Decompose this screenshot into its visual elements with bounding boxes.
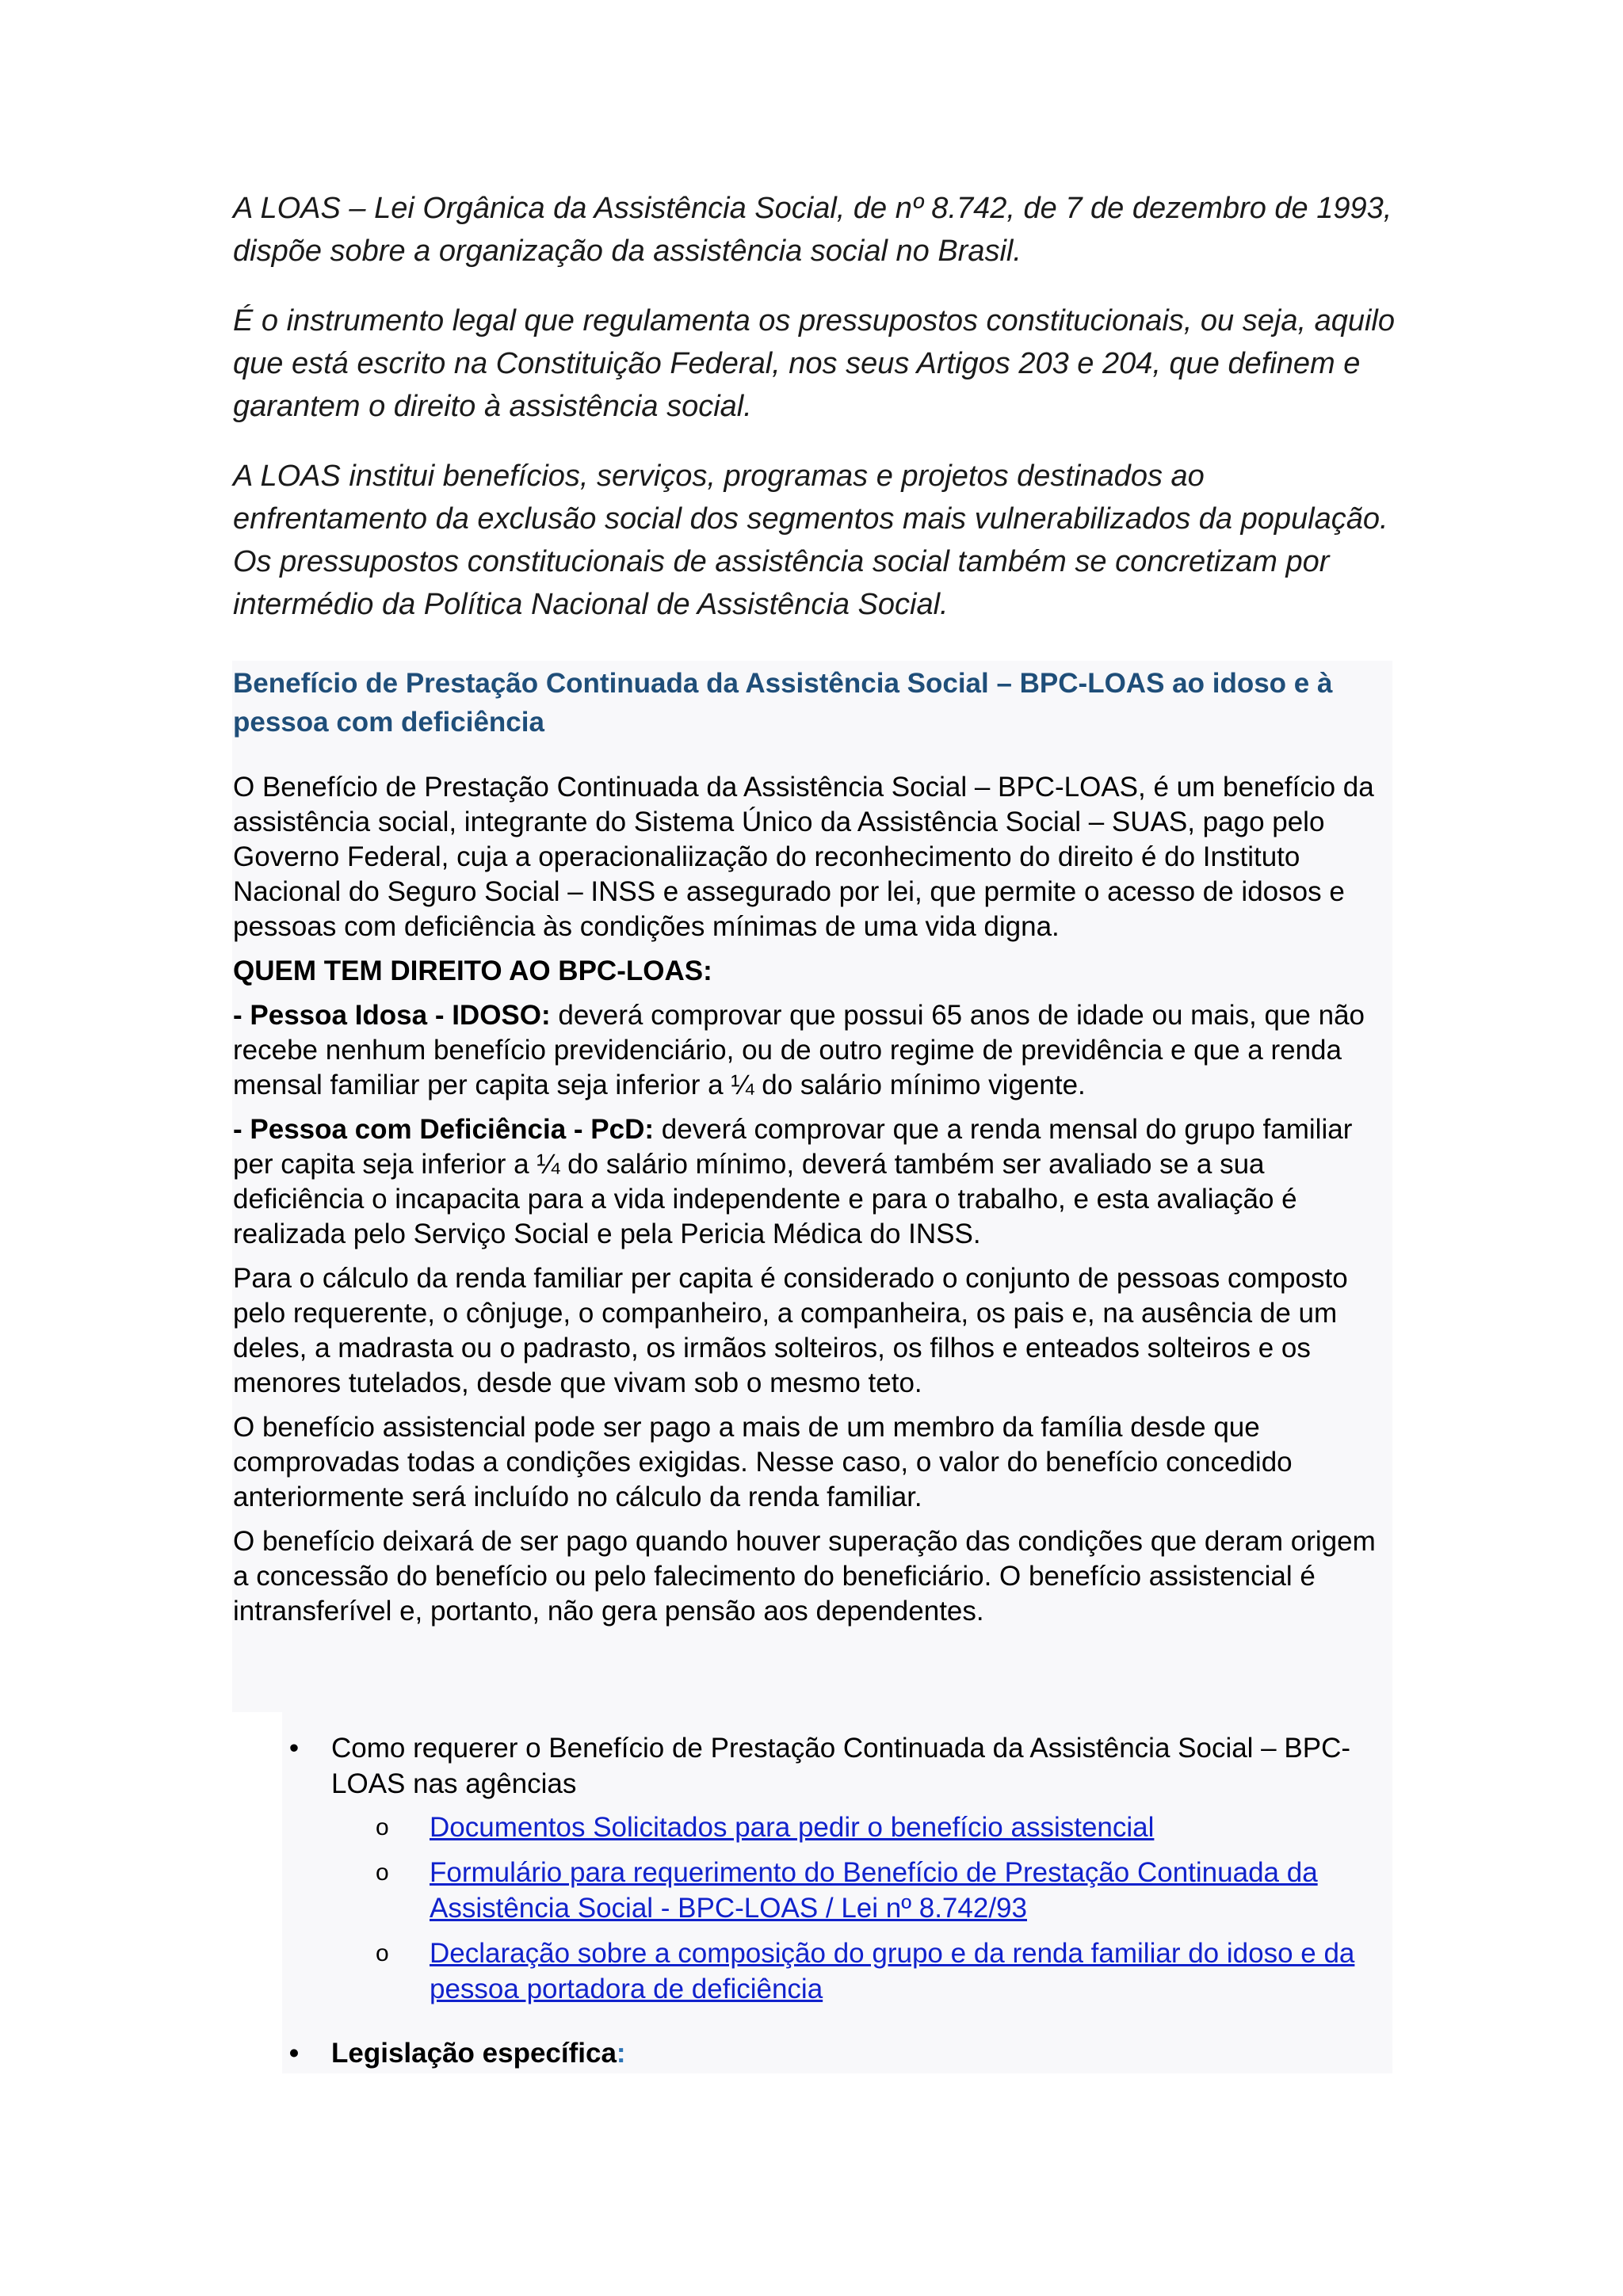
bullet-icon: • — [288, 1733, 300, 1764]
intro-block — [233, 187, 1398, 653]
link-list — [331, 1810, 1390, 2007]
form-link[interactable]: Formulário para requerimento do Benefício de Prestação Continuada da Assistência Social - BPC-LOAS / Lei nº 8.742/93 — [430, 1857, 1318, 1924]
link-item — [376, 1810, 1390, 1845]
who-heading: QUEM TEM DIREITO AO BPC-LOAS: — [233, 955, 712, 986]
termination-paragraph: O benefício deixará de ser pago quando houver superação das condições que deram origem a concessão do benefício ou pelo falecimento do beneficiário. O benefício assistencial é intransferível e, portanto, não gera pensão aos dependentes. — [233, 1526, 1376, 1627]
link-item — [376, 1855, 1390, 1926]
bullet-icon: • — [288, 2038, 300, 2069]
description-paragraph: O Benefício de Prestação Continuada da Assistência Social – BPC-LOAS, é um benefício da assistência social, integrante do Sistema Único da Assistência Social – SUAS, pago pelo Governo Federal, cuja a operacionaliização do reconhecimento do direito é do Instituto Nacional do Seguro Social – INSS e assegurado por lei, que permite o acesso de idosos e pessoas com deficiência às condições mínimas de uma vida digna. — [233, 772, 1374, 942]
legislation-label: Legislação específica — [331, 2038, 617, 2069]
documents-link[interactable]: Documentos Solicitados para pedir o benefício assistencial — [430, 1812, 1155, 1843]
disabled-text: deverá comprovar que a renda mensal do grupo familiar per capita seja inferior a ¼ do salário mínimo, deverá também ser avaliado se a sua deficiência o incapacita para a vida independente e para o trabalho, e esta avaliação é realizada pelo Serviço Social e pela Pericia Médica do INSS. — [233, 1114, 1353, 1249]
sub-bullet-icon: o — [376, 1859, 389, 1886]
link-item — [376, 1936, 1390, 2007]
intro-paragraph: É o instrumento legal que regulamenta os pressupostos constitucionais, ou seja, aquilo que está escrito na Constituição Federal, nos seus Artigos 203 e 204, que definem e garantem o direito à assistência social. — [233, 304, 1395, 423]
list-item — [281, 1730, 1390, 2007]
legislation-colon: : — [616, 2038, 626, 2069]
disabled-label: - Pessoa com Deficiência - PcD: — [233, 1114, 655, 1145]
income-calc-paragraph: Para o cálculo da renda familiar per capita é considerado o conjunto de pessoas composto pelo requerente, o cônjuge, o companheiro, a companheira, os pais e, na ausência de um deles, a madrasta ou o padrasto, os irmãos solteiros, os filhos e enteados solteiros e os menores tutelados, desde que vivam sob o mesmo teto. — [233, 1263, 1348, 1398]
section-title: Benefício de Prestação Continuada da Assistência Social – BPC-LOAS ao idoso e à pessoa com deficiência — [233, 668, 1333, 738]
disabled-paragraph — [233, 1112, 1382, 1252]
list-item — [281, 2035, 1390, 2071]
bullet-list — [281, 1730, 1390, 2071]
elderly-paragraph — [233, 998, 1382, 1103]
how-to-request-text: Como requerer o Benefício de Prestação Continuada da Assistência Social – BPC-LOAS nas agências — [331, 1733, 1350, 1799]
bpc-section — [233, 661, 1382, 1638]
declaration-link[interactable]: Declaração sobre a composição do grupo e da renda familiar do idoso e da pessoa portadora de deficiência — [430, 1938, 1355, 2004]
sub-bullet-icon: o — [376, 1814, 389, 1840]
elderly-text: deverá comprovar que possui 65 anos de idade ou mais, que não recebe nenhum benefício previdenciário, ou de outro regime de previdência e que a renda mensal familiar per capita seja inferior a ¼ do salário mínimo vigente. — [233, 1000, 1365, 1100]
intro-paragraph: A LOAS institui benefícios, serviços, programas e projetos destinados ao enfrentamento da exclusão social dos segmentos mais vulnerabilizados da população. Os pressupostos constitucionais de assistência social também se concretizam por intermédio da Política Nacional de Assistência Social. — [233, 460, 1388, 621]
multiple-members-paragraph: O benefício assistencial pode ser pago a mais de um membro da família desde que comprovadas todas a condições exigidas. Nesse caso, o valor do benefício concedido anteriormente será incluído no cálculo da renda familiar. — [233, 1412, 1293, 1512]
elderly-label: - Pessoa Idosa - IDOSO: — [233, 1000, 551, 1031]
intro-paragraph: A LOAS – Lei Orgânica da Assistência Social, de nº 8.742, de 7 de dezembro de 1993, dispõe sobre a organização da assistência social no Brasil. — [233, 192, 1392, 268]
sub-bullet-icon: o — [376, 1940, 389, 1966]
